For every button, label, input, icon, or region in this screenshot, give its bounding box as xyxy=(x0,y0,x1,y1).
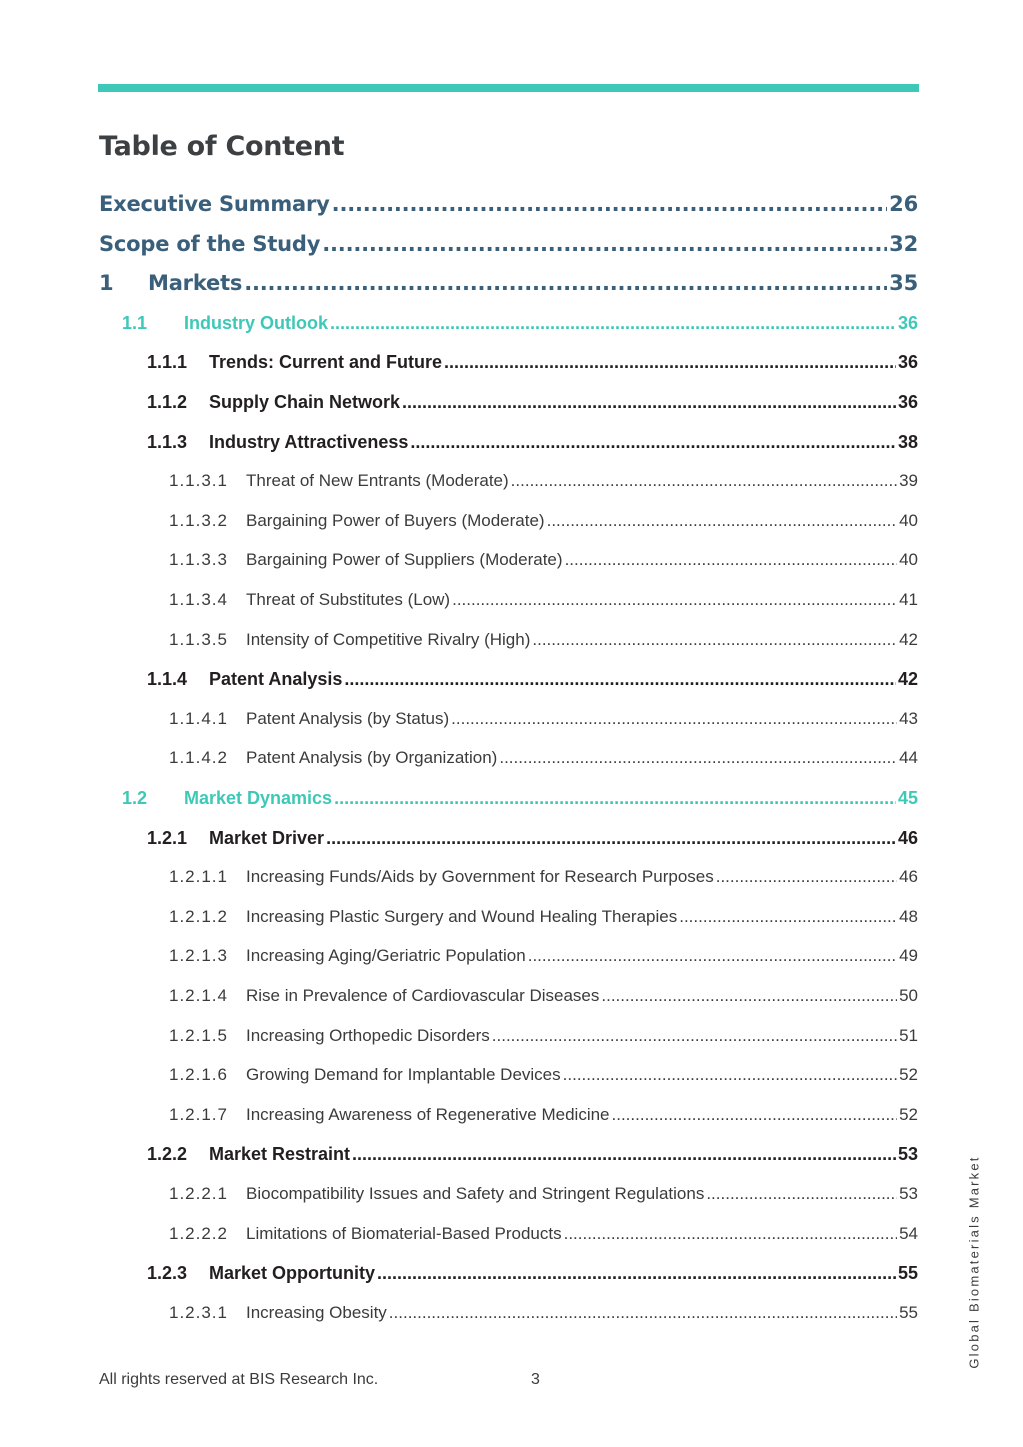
toc-entry[interactable] xyxy=(169,586,918,614)
toc-entry-number: 1.1.3.4 xyxy=(169,590,228,609)
page-title: Table of Content xyxy=(99,131,345,162)
toc-entry[interactable] xyxy=(99,269,918,297)
toc-entry-page: 49 xyxy=(899,946,918,965)
toc-entry-number: 1.1.3.1 xyxy=(169,471,228,490)
toc-dot-leader xyxy=(332,190,888,218)
toc-dot-leader xyxy=(402,388,896,416)
toc-entry-number: 1.1.3.5 xyxy=(169,630,228,649)
footer-page-number: 3 xyxy=(531,1371,540,1388)
toc-entry-label: Intensity of Competitive Rivalry (High) xyxy=(246,630,531,649)
toc-entry-label: Rise in Prevalence of Cardiovascular Diseases xyxy=(246,986,600,1005)
toc-entry-label: Increasing Awareness of Regenerative Medicine xyxy=(246,1105,610,1124)
toc-entry[interactable] xyxy=(122,784,918,812)
toc-entry-page: 42 xyxy=(897,669,918,689)
toc-entry-number: 1.2.1.3 xyxy=(169,946,228,965)
toc-dot-leader xyxy=(330,309,896,337)
toc-entry-label: Market Restraint xyxy=(209,1144,351,1164)
toc-entry-number: 1.1.1 xyxy=(147,352,188,372)
toc-entry-number: 1.1.2 xyxy=(147,392,188,412)
toc-entry-label: Limitations of Biomaterial-Based Products xyxy=(246,1224,562,1243)
toc-entry[interactable] xyxy=(169,1101,918,1129)
toc-entry-page: 48 xyxy=(899,907,918,926)
toc-entry-page: 38 xyxy=(897,432,918,452)
toc-dot-leader xyxy=(444,348,896,376)
toc-entry[interactable] xyxy=(147,348,918,376)
toc-entry[interactable] xyxy=(169,626,918,654)
toc-entry[interactable] xyxy=(147,1140,918,1168)
toc-entry-label: Patent Analysis (by Status) xyxy=(246,709,450,728)
toc-entry[interactable] xyxy=(169,705,918,733)
toc-entry[interactable] xyxy=(169,903,918,931)
toc-entry-page: 43 xyxy=(899,709,918,728)
toc-entry-page: 52 xyxy=(899,1105,918,1124)
toc-entry-number: 1.2.1.1 xyxy=(169,867,228,886)
toc-dot-leader xyxy=(547,507,897,535)
toc-entry-label: Growing Demand for Implantable Devices xyxy=(246,1065,561,1084)
toc-dot-leader xyxy=(563,1061,897,1089)
toc-entry-label: Supply Chain Network xyxy=(209,392,401,412)
toc-entry-number: 1.1.3 xyxy=(147,432,188,452)
toc-entry-label: Patent Analysis (by Organization) xyxy=(246,748,498,767)
toc-dot-leader xyxy=(601,982,897,1010)
toc-dot-leader xyxy=(352,1140,896,1168)
toc-entry[interactable] xyxy=(147,665,918,693)
toc-entry[interactable] xyxy=(169,982,918,1010)
toc-entry[interactable] xyxy=(169,467,918,495)
toc-entry-page: 39 xyxy=(899,471,918,490)
toc-entry-number: 1.2 xyxy=(122,788,148,808)
toc-dot-leader xyxy=(452,586,897,614)
toc-entry-label: Market Opportunity xyxy=(209,1263,376,1283)
toc-entry-number: 1 xyxy=(99,271,114,295)
toc-entry-number: 1.1 xyxy=(122,313,148,333)
toc-dot-leader xyxy=(511,467,897,495)
toc-entry-number: 1.2.3.1 xyxy=(169,1303,228,1322)
toc-entry-page: 26 xyxy=(889,192,918,216)
toc-entry-number: 1.2.2.2 xyxy=(169,1224,228,1243)
toc-entry[interactable] xyxy=(169,507,918,535)
toc-entry[interactable] xyxy=(147,824,918,852)
toc-entry-label: Increasing Orthopedic Disorders xyxy=(246,1026,490,1045)
toc-entry[interactable] xyxy=(169,1061,918,1089)
toc-entry[interactable] xyxy=(99,230,918,258)
toc-dot-leader xyxy=(344,665,896,693)
toc-dot-leader xyxy=(244,269,887,297)
toc-entry-page: 35 xyxy=(889,271,918,295)
toc-entry[interactable] xyxy=(169,744,918,772)
toc-entry-page: 40 xyxy=(899,511,918,530)
toc-entry-number: 1.2.1.4 xyxy=(169,986,228,1005)
toc-entry-page: 52 xyxy=(899,1065,918,1084)
toc-entry-page: 42 xyxy=(899,630,918,649)
toc-entry[interactable] xyxy=(169,863,918,891)
toc-entry-page: 44 xyxy=(899,748,918,767)
toc-entry-number: 1.2.2 xyxy=(147,1144,188,1164)
toc-entry-label: Increasing Funds/Aids by Government for Research Purposes xyxy=(246,867,714,886)
toc-entry-label: Trends: Current and Future xyxy=(209,352,443,372)
toc-entry-label: Increasing Obesity xyxy=(246,1303,387,1322)
toc-entry[interactable] xyxy=(169,1220,918,1248)
toc-entry-label: Threat of New Entrants (Moderate) xyxy=(246,471,509,490)
toc-entry-label: Patent Analysis xyxy=(209,669,343,689)
toc-entry-label: Increasing Plastic Surgery and Wound Healing Therapies xyxy=(246,907,678,926)
toc-entry-number: 1.1.3.3 xyxy=(169,550,228,569)
toc-dot-leader xyxy=(706,1180,897,1208)
toc-entry-page: 51 xyxy=(899,1026,918,1045)
toc-entry[interactable] xyxy=(147,388,918,416)
side-running-title: Global Biomaterials Market xyxy=(966,1155,982,1369)
toc-dot-leader xyxy=(716,863,897,891)
toc-entry-page: 41 xyxy=(899,590,918,609)
toc-entry-label: Biocompatibility Issues and Safety and Stringent Regulations xyxy=(246,1184,705,1203)
toc-entry[interactable] xyxy=(169,1299,918,1327)
toc-dot-leader xyxy=(499,744,897,772)
toc-entry-page: 55 xyxy=(899,1303,918,1322)
toc-entry-page: 36 xyxy=(897,392,918,412)
toc-dot-leader xyxy=(492,1022,897,1050)
toc-entry-page: 53 xyxy=(897,1144,918,1164)
toc-entry[interactable] xyxy=(147,428,918,456)
toc-entry-number: 1.1.4.2 xyxy=(169,748,228,767)
toc-dot-leader xyxy=(334,784,896,812)
toc-entry-number: 1.2.3 xyxy=(147,1263,188,1283)
toc-entry-page: 54 xyxy=(899,1224,918,1243)
toc-entry-number: 1.2.1.6 xyxy=(169,1065,228,1084)
toc-dot-leader xyxy=(410,428,896,456)
toc-dot-leader xyxy=(612,1101,898,1129)
toc-entry-label: Market Driver xyxy=(209,828,325,848)
toc-entry-number: 1.1.4.1 xyxy=(169,709,228,728)
toc-dot-leader xyxy=(565,546,898,574)
toc-dot-leader xyxy=(451,705,897,733)
toc-entry-number: 1.2.1.2 xyxy=(169,907,228,926)
toc-entry-number: 1.2.1 xyxy=(147,828,188,848)
toc-entry[interactable] xyxy=(169,1022,918,1050)
toc-dot-leader xyxy=(528,942,897,970)
toc-entry-label: Scope of the Study xyxy=(99,232,321,256)
toc-entry-page: 53 xyxy=(899,1184,918,1203)
toc-dot-leader xyxy=(389,1299,897,1327)
toc-entry[interactable] xyxy=(147,1259,918,1287)
toc-entry-number: 1.2.1.7 xyxy=(169,1105,228,1124)
toc-entry-label: Industry Outlook xyxy=(184,313,328,333)
toc-entry[interactable] xyxy=(122,309,918,337)
toc-entry-page: 32 xyxy=(889,232,918,256)
toc-entry-page: 40 xyxy=(899,550,918,569)
toc-entry-label: Market Dynamics xyxy=(184,788,333,808)
toc-entry-label: Markets xyxy=(148,271,243,295)
toc-entry-number: 1.2.1.5 xyxy=(169,1026,228,1045)
toc-dot-leader xyxy=(326,824,896,852)
toc-entry[interactable] xyxy=(169,546,918,574)
toc-entry-page: 36 xyxy=(897,352,918,372)
toc-entry-page: 36 xyxy=(897,313,918,333)
toc-entry-page: 55 xyxy=(897,1263,918,1283)
footer-rights: All rights reserved at BIS Research Inc. xyxy=(99,1371,379,1388)
toc-entry-number: 1.1.3.2 xyxy=(169,511,228,530)
toc-entry-label: Increasing Aging/Geriatric Population xyxy=(246,946,526,965)
toc-entry-page: 46 xyxy=(899,867,918,886)
toc-entry-label: Bargaining Power of Buyers (Moderate) xyxy=(246,511,545,530)
toc-entry-number: 1.2.2.1 xyxy=(169,1184,228,1203)
toc-entry-label: Executive Summary xyxy=(99,192,330,216)
toc-entry-page: 50 xyxy=(899,986,918,1005)
toc-entry-label: Threat of Substitutes (Low) xyxy=(246,590,451,609)
toc-entry-page: 46 xyxy=(897,828,918,848)
toc-entry[interactable] xyxy=(99,190,918,218)
toc-dot-leader xyxy=(679,903,897,931)
toc-entry-label: Industry Attractiveness xyxy=(209,432,409,452)
toc-entry-label: Bargaining Power of Suppliers (Moderate) xyxy=(246,550,563,569)
toc-entry[interactable] xyxy=(169,1180,918,1208)
toc-dot-leader xyxy=(377,1259,896,1287)
toc-entry[interactable] xyxy=(169,942,918,970)
toc-dot-leader xyxy=(532,626,897,654)
toc-entry-number: 1.1.4 xyxy=(147,669,188,689)
toc-dot-leader xyxy=(322,230,887,258)
toc-dot-leader xyxy=(564,1220,897,1248)
toc-entry-page: 45 xyxy=(897,788,918,808)
